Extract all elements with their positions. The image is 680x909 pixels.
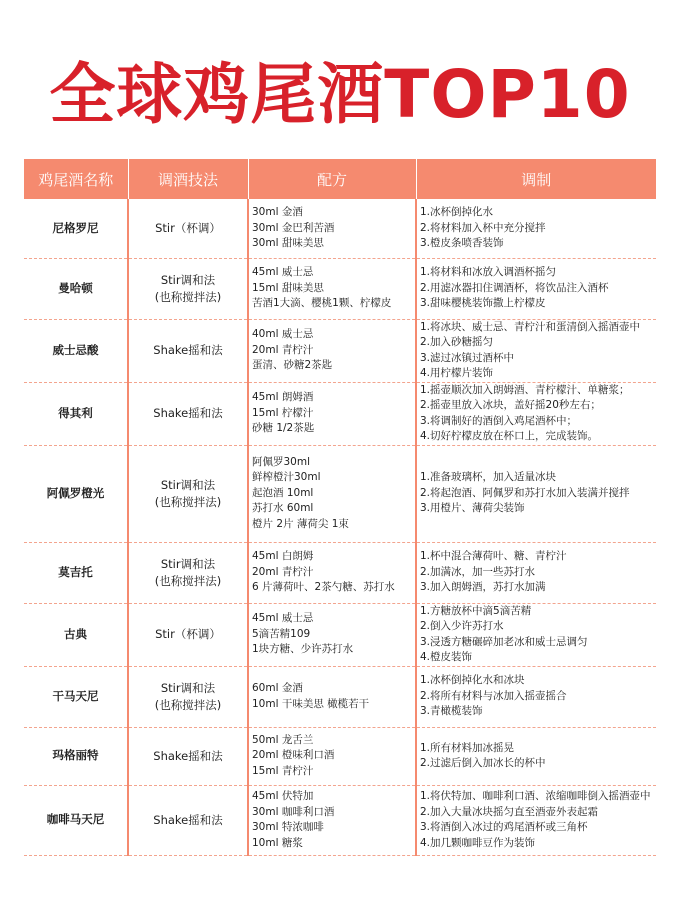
technique-cell-line: Stir（杯调） xyxy=(155,627,221,641)
recipe-cell-line: 30ml 金酒 xyxy=(252,206,303,218)
header-method: 调制 xyxy=(416,159,656,199)
method-cell-line: 1.将材料和冰放入调酒杯摇匀 xyxy=(420,266,557,279)
recipe-cell-line: 15ml 甜味美思 xyxy=(252,281,324,294)
recipe-cell xyxy=(248,785,416,855)
method-cell-line: 4.加几颗咖啡豆作为装饰 xyxy=(420,836,536,849)
technique-cell xyxy=(128,542,248,603)
recipe-cell-line: 5滴苦精109 xyxy=(252,627,311,640)
method-cell xyxy=(416,258,656,319)
table-row xyxy=(24,666,656,727)
technique-cell-line: Stir调和法 xyxy=(160,272,216,287)
method-cell-line: 1.方糖放杯中滴5滴苦精 xyxy=(420,604,532,617)
recipe-cell-line: 15ml 青柠汁 xyxy=(252,764,314,777)
recipe-cell-line: 6 片薄荷叶、2茶勺糖、苏打水 xyxy=(252,581,395,594)
method-cell-line: 1.所有材料加冰摇晃 xyxy=(420,741,515,754)
method-cell-line: 1.冰杯倒掉化水 xyxy=(420,206,494,218)
table-row xyxy=(24,445,656,542)
table-row xyxy=(24,727,656,785)
recipe-cell xyxy=(248,727,416,785)
technique-cell-line: Shake摇和法 xyxy=(153,406,223,420)
method-cell-line: 3.浸透方糖碾碎加老冰和威士忌调匀 xyxy=(420,635,588,648)
cocktail-name: 玛格丽特 xyxy=(24,727,128,785)
table-row xyxy=(24,199,656,258)
technique-cell-line: (也称搅拌法) xyxy=(154,494,222,509)
technique-cell xyxy=(128,727,248,785)
cocktail-table xyxy=(24,159,656,856)
table-row xyxy=(24,382,656,445)
technique-cell xyxy=(128,319,248,382)
recipe-cell-line: 45ml 威士忌 xyxy=(252,266,314,279)
method-cell-line: 1.准备玻璃杯，加入适量冰块 xyxy=(420,471,557,484)
cocktail-name: 尼格罗尼 xyxy=(24,199,128,258)
technique-cell-line: Shake摇和法 xyxy=(153,812,223,827)
method-cell-line: 1.杯中混合薄荷叶、糖、青柠汁 xyxy=(420,550,567,563)
recipe-cell-line: 20ml 橙味利口酒 xyxy=(252,749,335,762)
recipe-cell xyxy=(248,445,416,542)
technique-cell-line: Stir调和法 xyxy=(160,680,216,695)
method-cell xyxy=(416,319,656,382)
technique-cell xyxy=(128,603,248,666)
cocktail-name: 得其利 xyxy=(24,382,128,445)
recipe-cell-line: 1块方糖、少许苏打水 xyxy=(252,643,354,656)
technique-cell xyxy=(128,382,248,445)
recipe-cell-line: 橙片 2片 薄荷尖 1束 xyxy=(252,517,349,530)
technique-cell-line: Stir（杯调） xyxy=(155,220,221,235)
recipe-cell-line: 45ml 朗姆酒 xyxy=(252,391,314,404)
method-cell-line: 3.青橄榄装饰 xyxy=(420,705,483,718)
recipe-cell xyxy=(248,382,416,445)
table-row xyxy=(24,785,656,855)
header-technique: 调酒技法 xyxy=(128,159,248,199)
table-row xyxy=(24,603,656,666)
method-cell-line: 3.将调制好的酒倒入鸡尾酒杯中； xyxy=(420,414,578,427)
method-cell-line: 2.将起泡酒、阿佩罗和苏打水加入装满并搅拌 xyxy=(420,486,630,499)
technique-cell-line: (也称搅拌法) xyxy=(154,697,222,712)
table-body xyxy=(24,199,656,855)
technique-cell-line: Shake摇和法 xyxy=(153,343,223,357)
recipe-cell-line: 蛋清、砂糖2茶匙 xyxy=(252,359,333,372)
recipe-cell-line: 苏打水 60ml xyxy=(252,502,314,515)
method-cell xyxy=(416,727,656,785)
technique-cell-line: (也称搅拌法) xyxy=(154,289,222,304)
method-cell-line: 1.摇壶顺次加入朗姆酒、青柠檬汁、单糖浆； xyxy=(420,383,630,396)
method-cell-line: 4.切好柠檬皮放在杯口上，完成装饰。 xyxy=(420,430,599,442)
recipe-cell-line: 40ml 威士忌 xyxy=(252,328,314,341)
method-cell-line: 3.加入朗姆酒，苏打水加满 xyxy=(420,581,546,594)
method-cell-line: 2.将所有材料与冰加入摇壶摇合 xyxy=(420,689,567,702)
header-recipe: 配方 xyxy=(248,159,416,199)
method-cell-line: 3.甜味樱桃装饰撒上柠檬皮 xyxy=(420,297,546,310)
method-cell-line: 2.用滤冰器扣住调酒杯，将饮品注入酒杯 xyxy=(420,281,609,294)
recipe-cell-line: 60ml 金酒 xyxy=(252,682,303,694)
page-title: 全球鸡尾酒TOP10 xyxy=(49,56,631,133)
technique-cell xyxy=(128,785,248,855)
method-cell xyxy=(416,542,656,603)
recipe-cell-line: 30ml 甜味美思 xyxy=(252,237,324,249)
recipe-cell xyxy=(248,199,416,258)
method-cell xyxy=(416,603,656,666)
recipe-cell-line: 20ml 青柠汁 xyxy=(252,343,314,356)
method-cell xyxy=(416,666,656,727)
table-header-row xyxy=(24,159,656,199)
cocktail-name: 咖啡马天尼 xyxy=(24,785,128,855)
technique-cell xyxy=(128,258,248,319)
cocktail-name: 威士忌酸 xyxy=(24,319,128,382)
method-cell xyxy=(416,785,656,855)
recipe-cell xyxy=(248,319,416,382)
method-cell-line: 3.橙皮条喷香装饰 xyxy=(420,237,504,249)
method-cell-line: 2.倒入少许苏打水 xyxy=(420,620,504,632)
method-cell-line: 2.加满冰，加一些苏打水 xyxy=(420,565,536,578)
recipe-cell-line: 鲜榨橙汁30ml xyxy=(252,471,321,484)
method-cell xyxy=(416,445,656,542)
technique-cell-line: Stir调和法 xyxy=(160,556,216,571)
table-row xyxy=(24,319,656,382)
cocktail-name: 古典 xyxy=(24,603,128,666)
method-cell-line: 1.将冰块、威士忌、青柠汁和蛋清倒入摇酒壶中 xyxy=(420,320,641,333)
recipe-cell-line: 45ml 伏特加 xyxy=(252,790,314,802)
recipe-cell-line: 45ml 威士忌 xyxy=(252,612,314,625)
recipe-cell-line: 10ml 糖浆 xyxy=(252,836,303,849)
recipe-cell-line: 起泡酒 10ml xyxy=(252,486,314,499)
technique-cell-line: (也称搅拌法) xyxy=(154,573,222,588)
technique-cell xyxy=(128,199,248,258)
recipe-cell-line: 10ml 干味美思 橄榄若干 xyxy=(252,697,370,710)
method-cell-line: 4.用柠檬片装饰 xyxy=(420,367,494,379)
technique-cell xyxy=(128,666,248,727)
recipe-cell-line: 30ml 金巴利苦酒 xyxy=(252,221,335,234)
recipe-cell-line: 50ml 龙舌兰 xyxy=(252,733,314,746)
method-cell-line: 1.将伏特加、咖啡利口酒、浓缩咖啡倒入摇酒壶中 xyxy=(420,790,651,802)
table-row xyxy=(24,258,656,319)
method-cell xyxy=(416,382,656,445)
recipe-cell xyxy=(248,542,416,603)
method-cell-line: 2.加入大量冰块摇匀直至酒壶外表起霜 xyxy=(420,805,599,818)
method-cell-line: 3.用橙片、薄荷尖装饰 xyxy=(420,502,525,515)
cocktail-name: 阿佩罗橙光 xyxy=(24,445,128,542)
method-cell-line: 2.将材料加入杯中充分搅拌 xyxy=(420,221,546,234)
method-cell-line: 2.过滤后倒入加冰长的杯中 xyxy=(420,757,546,769)
cocktail-name: 曼哈顿 xyxy=(24,258,128,319)
recipe-cell-line: 45ml 白朗姆 xyxy=(252,550,314,563)
technique-cell-line: Stir调和法 xyxy=(160,477,216,492)
cocktail-name: 莫吉托 xyxy=(24,542,128,603)
method-cell-line: 2.加入砂糖摇匀 xyxy=(420,336,494,348)
technique-cell-line: Shake摇和法 xyxy=(153,748,223,763)
method-cell xyxy=(416,199,656,258)
method-cell-line: 4.橙皮装饰 xyxy=(420,651,473,663)
recipe-cell xyxy=(248,666,416,727)
method-cell-line: 3.将酒倒入冰过的鸡尾酒杯或三角杯 xyxy=(420,821,588,833)
method-cell-line: 2.摇壶里放入冰块，盖好摇20秒左右； xyxy=(420,399,601,411)
method-cell-line: 3.滤过冰镇过酒杯中 xyxy=(420,351,515,364)
header-name: 鸡尾酒名称 xyxy=(24,159,128,199)
recipe-cell xyxy=(248,603,416,666)
cocktail-name: 干马天尼 xyxy=(24,666,128,727)
recipe-cell-line: 苦酒1大滴、樱桃1颗、柠檬皮 xyxy=(252,297,392,310)
recipe-cell-line: 阿佩罗30ml xyxy=(252,455,311,468)
recipe-cell-line: 20ml 青柠汁 xyxy=(252,565,314,578)
recipe-cell-line: 30ml 特浓咖啡 xyxy=(252,821,324,833)
recipe-cell xyxy=(248,258,416,319)
table-row xyxy=(24,542,656,603)
recipe-cell-line: 15ml 柠檬汁 xyxy=(252,406,314,419)
recipe-cell-line: 30ml 咖啡利口酒 xyxy=(252,805,335,818)
recipe-cell-line: 砂糖 1/2茶匙 xyxy=(252,422,315,435)
method-cell-line: 1.冰杯倒掉化水和冰块 xyxy=(420,674,525,687)
technique-cell xyxy=(128,445,248,542)
